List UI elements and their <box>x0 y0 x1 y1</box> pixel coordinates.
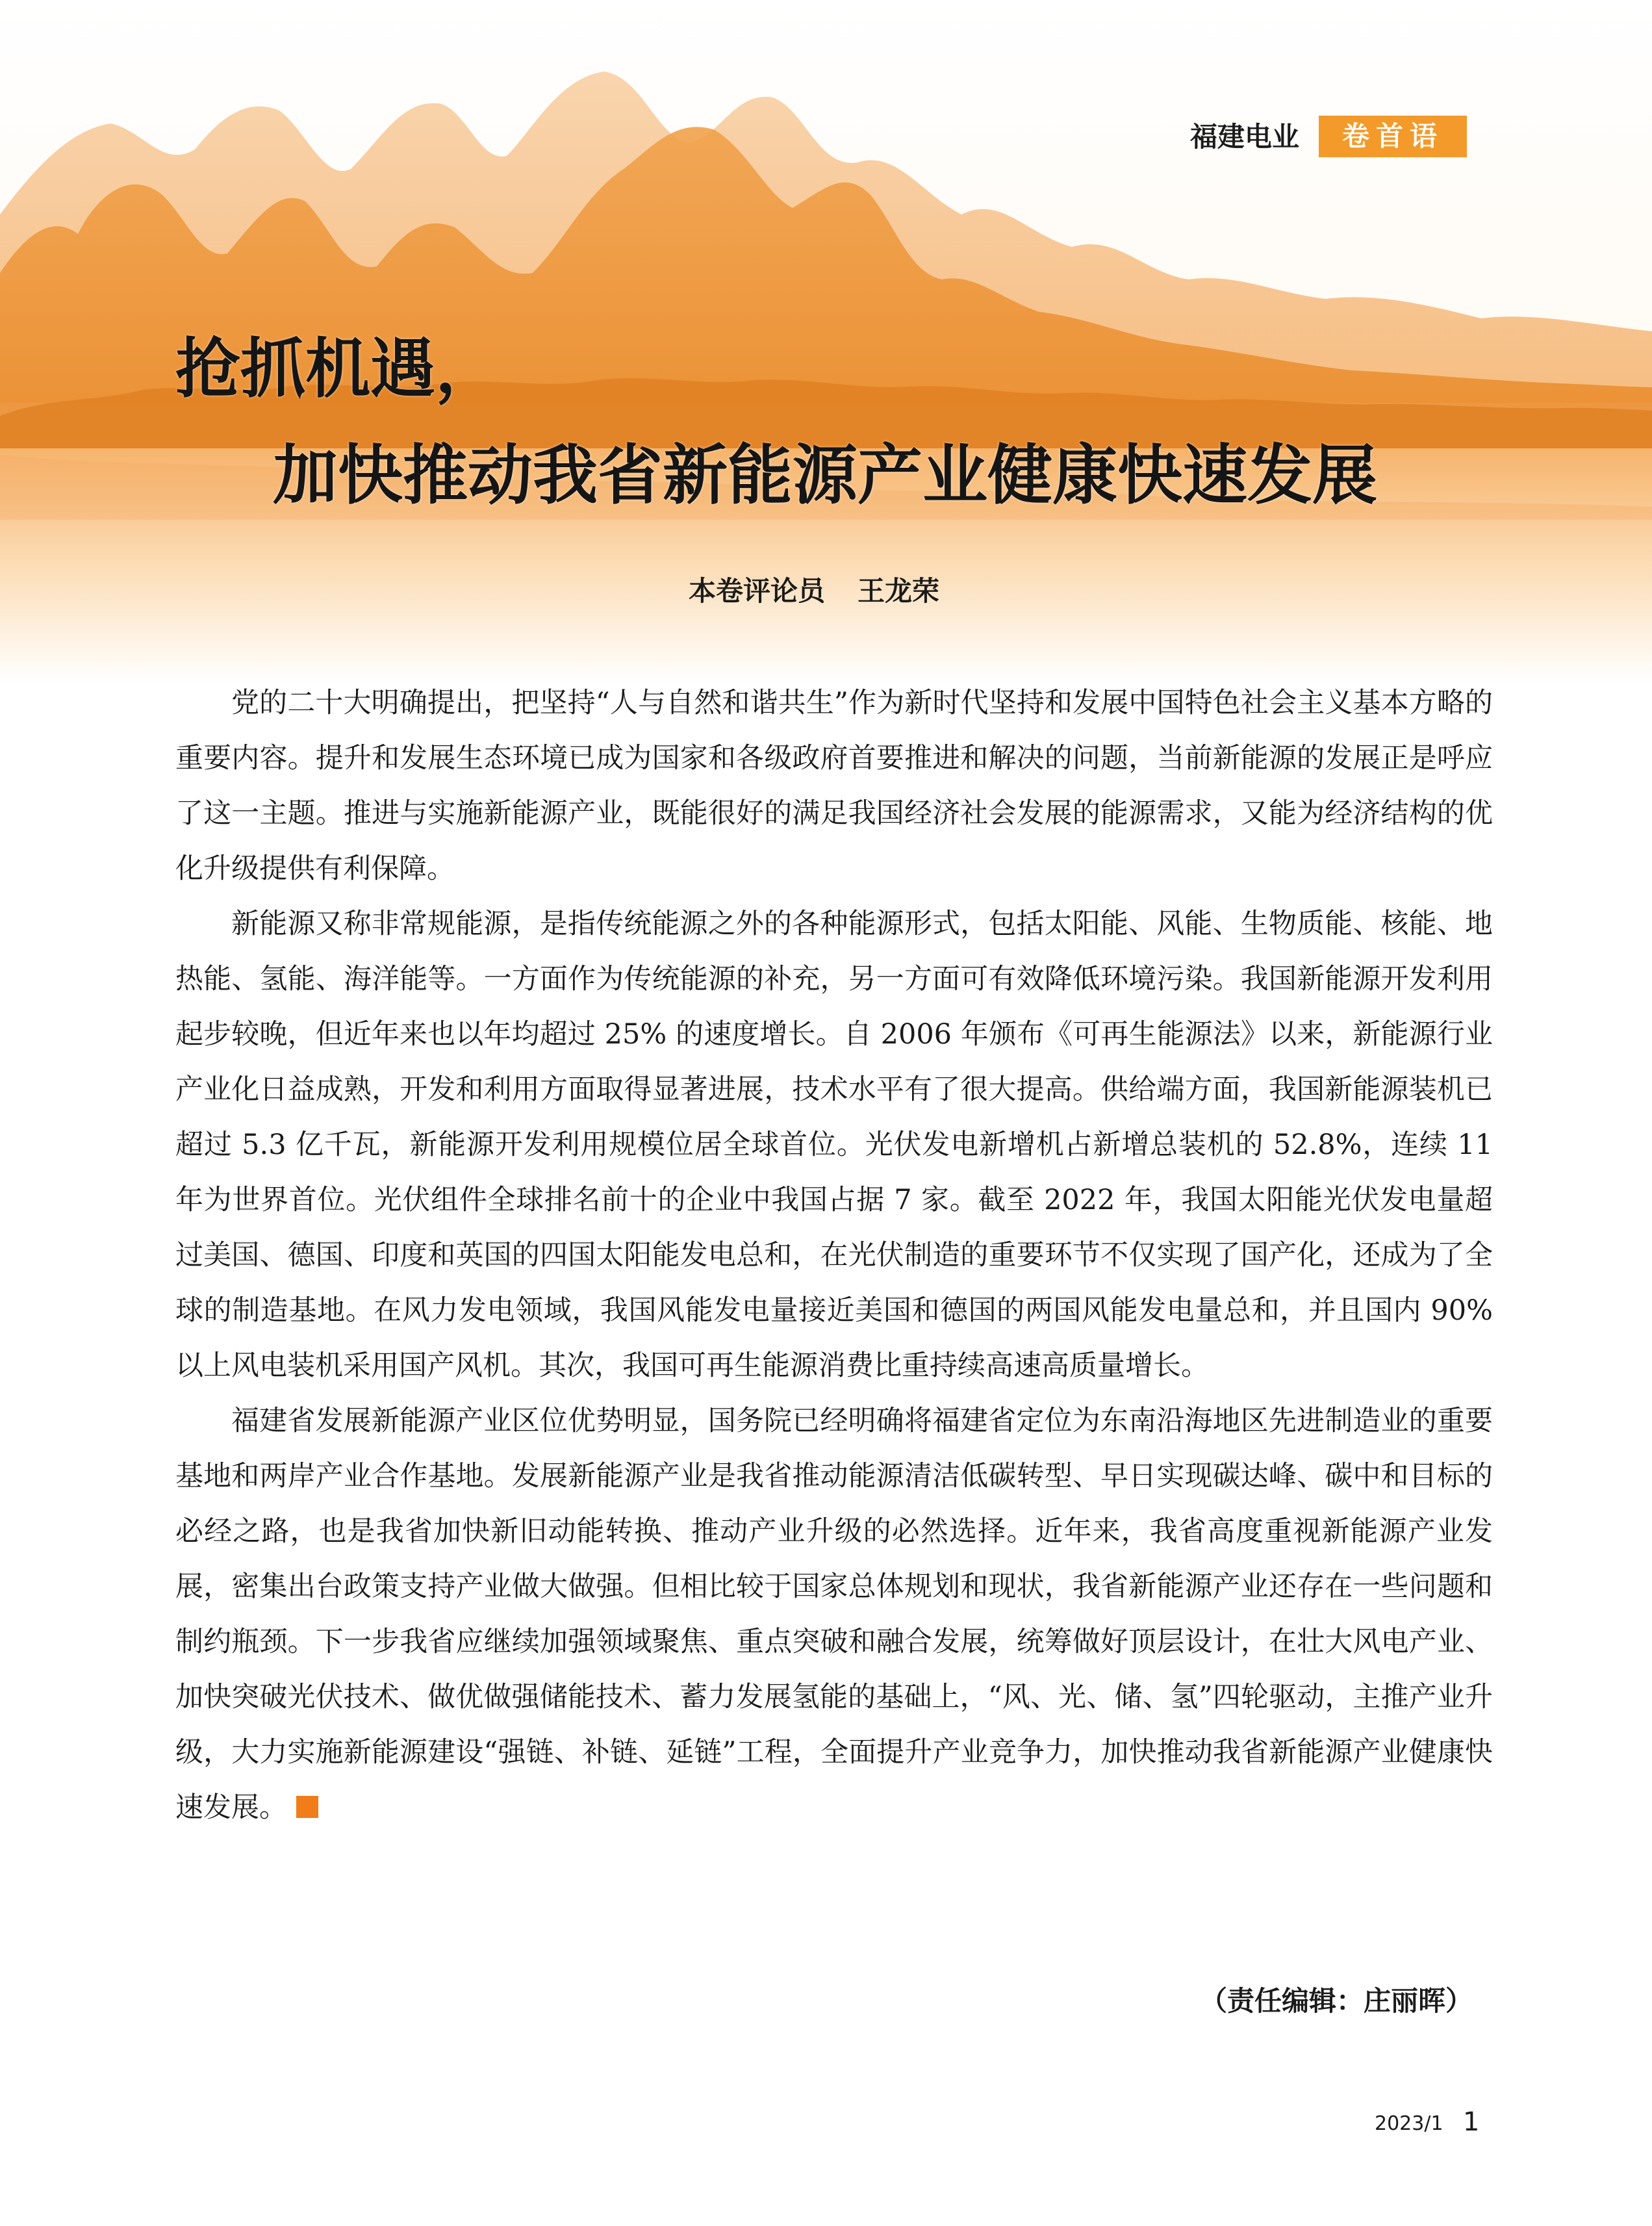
paragraph-1: 党的二十大明确提出，把坚持“人与自然和谐共生”作为新时代坚持和发展中国特色社会主义基本方略的重要内容。提升和发展生态环境已成为国家和各级政府首要推进和解决的问题，当前新能源的发展正是呼应了这一主题。推进与实施新能源产业，既能很好的满足我国经济社会发展的能源需求，又能为经济结构的优化升级提供有利保障。 <box>175 687 1493 885</box>
page-number: 1 <box>1463 2107 1480 2137</box>
author-name: 王龙荣 <box>858 575 940 607</box>
article-body <box>175 676 1493 1836</box>
article-title-line-1: 抢抓机遇， <box>175 331 500 407</box>
author-byline <box>689 572 939 611</box>
article-title-line-2: 加快推动我省新能源产业健康快速发展 <box>273 437 1377 513</box>
paragraph-2: 新能源又称非常规能源，是指传统能源之外的各种能源形式，包括太阳能、风能、生物质能、核能、地热能、氢能、海洋能等。一方面作为传统能源的补充，另一方面可有效降低环境污染。我国新能源开发利用起步较晚，但近年来也以年均超过 25% 的速度增长。自 2006 年颁布《可再生能源法》以来，新能源行业产业化日益成熟，开发和利用方面取得显著进展，技术水平有了很大提高。供给端方面，我国新能源装机已超过 5.3 亿千瓦，新能源开发利用规模位居全球首位。光伏发电新增机占新增总装机的 52.8%，连续 11 年为世界首位。光伏组件全球排名前十的企业中我国占据 7 家。截至 2022 年，我国太阳能光伏发电量超过美国、德国、印度和英国的四国太阳能发电总和，在光伏制造的重要环节不仅实现了国产化，还成为了全球的制造基地。在风力发电领域，我国风能发电量接近美国和德国的两国风能发电量总和，并且国内 90% 以上风电装机采用国产风机。其次，我国可再生能源消费比重持续高速高质量增长。 <box>175 908 1493 1382</box>
author-role: 本卷评论员 <box>689 575 826 607</box>
paragraph-3-text: 福建省发展新能源产业区位优势明显，国务院已经明确将福建省定位为东南沿海地区先进制造业的重要基地和两岸产业合作基地。发展新能源产业是我省推动能源清洁低碳转型、早日实现碳达峰、碳中和目标的必经之路，也是我省加快新旧动能转换、推动产业升级的必然选择。近年来，我省高度重视新能源产业发展，密集出台政策支持产业做大做强。但相比较于国家总体规划和现状，我省新能源产业还存在一些问题和制约瓶颈。下一步我省应继续加强领域聚焦、重点突破和融合发展，统筹做好顶层设计，在壮大风电产业、加快突破光伏技术、做优做强储能技术、蓄力发展氢能的基础上，“风、光、储、氢”四轮驱动，主推产业升级，大力实施新能源建设“强链、补链、延链”工程，全面提升产业竞争力，加快推动我省新能源产业健康快速发展。 <box>175 1405 1493 1824</box>
issue-number: 2023/1 <box>1375 2112 1443 2135</box>
section-label: 卷首语 <box>1319 116 1467 157</box>
paragraph-3 <box>175 1394 1493 1836</box>
responsible-editor: （责任编辑：庄丽晖） <box>1199 1985 1473 2017</box>
journal-name: 福建电业 <box>1190 121 1300 153</box>
end-mark-icon <box>296 1796 318 1818</box>
